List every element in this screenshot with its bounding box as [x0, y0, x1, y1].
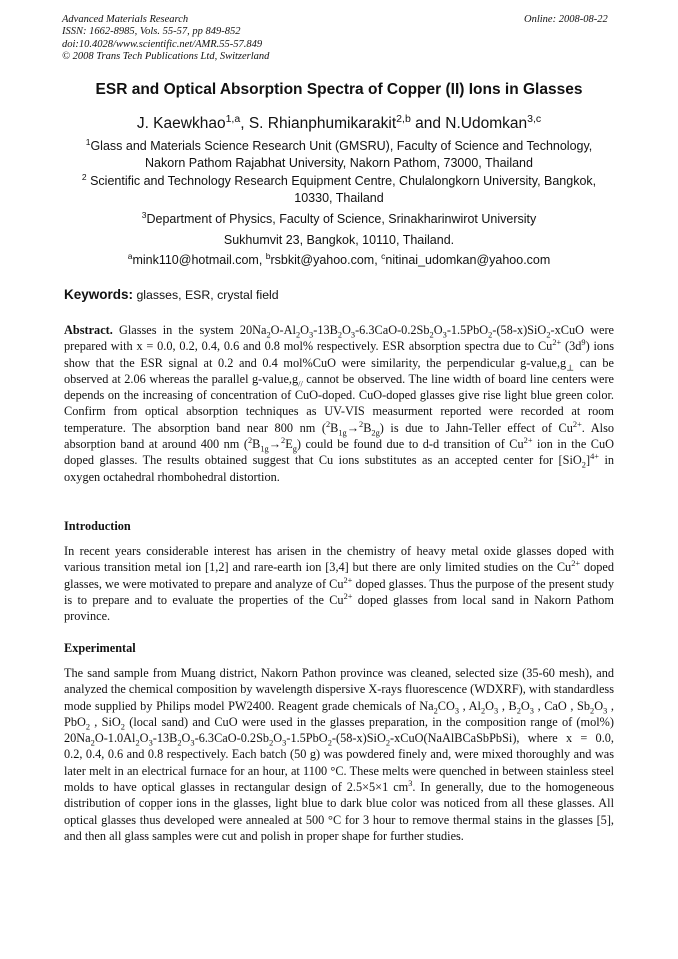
author-list: J. Kaewkhao$^{1,a}$, S. Rhianphumikarakit$^{2,b}$ and N.Udomkan$^{3,c}$	[136, 112, 542, 132]
text-run: O	[300, 323, 310, 337]
text-run: 4+	[590, 452, 599, 462]
text-run: 1g	[338, 428, 347, 438]
affiliation-1-line-1: Glass and Materials Science Research Unit (GMSRU), Faculty of Science and Technology,	[90, 139, 593, 153]
text-run: ) ions show that the ESR signal at 0.2 and 0.4 mol%CuO were similarity, the perpendicular g-value,g	[64, 339, 614, 370]
text-run: -1.5PbO	[446, 323, 489, 337]
text-run: B	[363, 420, 372, 435]
text-run: 3	[494, 706, 499, 716]
text-run: B	[252, 437, 261, 452]
email-a: mink110@hotmail.com,	[132, 253, 266, 267]
text-run: 2	[546, 330, 551, 340]
text-run: 2	[247, 435, 253, 445]
text-run: ) is due to Jahn-Teller effect of Cu	[379, 420, 573, 435]
text-run: B	[330, 420, 339, 435]
text-run: 2+	[572, 419, 582, 429]
experimental-paragraph	[64, 665, 614, 844]
email-b: rsbkit@yahoo.com,	[270, 253, 382, 267]
text-run: 2+	[571, 559, 581, 569]
text-run: 2	[327, 738, 332, 748]
text-run: 3	[408, 778, 413, 788]
text-run: 3	[282, 738, 287, 748]
text-run: //	[298, 379, 303, 389]
text-run: ⊥	[566, 363, 575, 373]
text-run: 2	[177, 738, 182, 748]
text-run: , Al	[459, 698, 481, 713]
text-run: 3	[148, 738, 153, 748]
issn-line: ISSN: 1662-8985, Vols. 55-57, pp 849-852	[62, 26, 241, 38]
online-date: Online: 2008-08-22	[524, 14, 608, 25]
text-run: (3d	[561, 339, 582, 354]
text-run: 2	[385, 738, 391, 748]
text-run: a	[127, 250, 133, 261]
text-run: O	[139, 731, 149, 746]
text-run: c	[381, 250, 386, 261]
text-run: 2	[135, 738, 140, 748]
text-run: →	[268, 437, 281, 452]
text-run: 3	[190, 738, 195, 748]
text-run: 2	[295, 330, 301, 340]
text-run: 3	[454, 706, 460, 716]
text-run: 2	[590, 706, 595, 716]
text-run: 2	[488, 330, 493, 340]
journal-name: Advanced Materials Research	[62, 14, 189, 25]
text-run: 2	[429, 330, 434, 340]
text-run: 9	[581, 338, 586, 348]
text-run: , CaO , Sb	[533, 698, 591, 713]
email-c: nitinai_udomkan@yahoo.com	[385, 253, 551, 267]
author-conjunction: and	[410, 115, 446, 132]
keywords	[64, 287, 279, 302]
affiliation-3-line-1: Department of Physics, Faculty of Science, Srinakharinwirot University	[146, 212, 537, 226]
author-3-mark: 3,c	[527, 112, 542, 125]
text-run: ) could be found due to d-d transition of Cu	[296, 437, 524, 452]
text-run: O	[273, 731, 283, 746]
text-run: can be observed at 2.06 whereas the parallel g-value,g	[64, 355, 614, 386]
text-run: -(58-x)SiO	[492, 323, 547, 337]
experimental-heading: Experimental	[64, 641, 136, 655]
author-1-mark: 1,a	[225, 112, 241, 125]
text-run: O-Al	[270, 323, 296, 337]
text-run: . Also absorption band at around 400 nm (	[64, 420, 614, 452]
text-run: 2+	[343, 575, 353, 585]
text-run: E	[285, 437, 293, 452]
text-run: -6.3CaO-0.2Sb	[194, 731, 270, 746]
text-run: 2	[480, 706, 486, 716]
text-run: →	[346, 420, 359, 435]
text-run: 2	[90, 738, 95, 748]
text-run: , B	[498, 698, 517, 713]
affiliation-3	[40, 209, 638, 251]
text-run: doped glasses. Thus the purpose of the present study is to prepare and to evaluate the properties of the Cu	[64, 576, 614, 607]
author-2: S. Rhianphumikarakit	[248, 115, 397, 132]
affiliation-2-mark: 2	[81, 171, 87, 182]
text-run: doped glasses from local sand in Nakorn Pathom province.	[64, 592, 614, 624]
text-run: O	[520, 698, 530, 713]
text-run: 2+	[552, 338, 562, 348]
text-run: 3	[603, 706, 608, 716]
text-run: 2+	[343, 591, 353, 601]
keywords-label: Keywords:	[64, 287, 134, 302]
text-run: -13B	[313, 323, 338, 337]
text-run: 2+	[523, 435, 533, 445]
text-run: . In generally, due to the homogeneous distribution of copper ions in the glasses, light blue to dark blue color was noticed from all these glasses. All optical glasses thus developed were annealed at 500 °C for 3 hour to remove thermal stains in the glasses [5], and then all glass samples were cut and polish in proper shape for further studies.	[64, 780, 614, 843]
text-run: 2	[433, 706, 438, 716]
author-2-mark: 2,b	[396, 112, 411, 125]
affiliation-3-mark: 3	[141, 209, 147, 220]
abstract-paragraph	[64, 322, 614, 485]
text-run: 3	[350, 330, 356, 340]
text-run: 2	[581, 460, 586, 470]
text-run: in oxygen octahedral rhombohedral distortion.	[64, 453, 615, 484]
affiliation-2-line-2: 10330, Thailand	[294, 190, 384, 205]
text-run: doped glasses, we were motivated to prepare and analyze of Cu	[64, 560, 614, 591]
affiliation-3-line-2: Sukhumvit 23, Bangkok, 10110, Thailand.	[223, 233, 455, 247]
text-run: -1.5PbO	[286, 731, 328, 746]
text-run: 2	[337, 330, 342, 340]
text-run: 3	[442, 330, 447, 340]
text-run: ion in the CuO doped glasses. The results obtained suggest that Cu ions substitutes as an accepted center for [SiO	[64, 437, 614, 468]
text-run: In recent years considerable interest has arisen in the chemistry of heavy metal oxide glasses doped with various transition metal ion [1,2] and rare-earth ion [3,4] but there are only limited studies on the Cu	[64, 544, 614, 575]
introduction-paragraph	[64, 543, 614, 624]
text-run: 2g	[371, 428, 380, 438]
text-run: 2	[266, 330, 271, 340]
text-run: 2	[120, 722, 125, 732]
author-1: J. Kaewkhao	[136, 115, 226, 132]
text-run: -xCuO were prepared with x = 0.0, 0.2, 0.4, 0.6 and 0.8 mol% respectively. ESR absorption spectra due to Cu	[64, 323, 614, 354]
text-run: 2	[325, 419, 331, 429]
text-run: -(58-x)SiO	[331, 731, 386, 746]
affiliation-2	[40, 173, 638, 206]
text-run: O	[433, 323, 443, 337]
text-run: CO	[437, 698, 455, 713]
text-run: b	[265, 250, 271, 261]
affiliation-2-line-1: Scientific and Technology Research Equipment Centre, Chulalongkorn University, Bangkok,	[90, 174, 597, 188]
journal-header	[62, 14, 269, 63]
affiliation-1-mark: 1	[85, 136, 91, 147]
introduction-heading: Introduction	[64, 519, 131, 533]
paper-title: ESR and Optical Absorption Spectra of Copper (II) Ions in Glasses	[95, 81, 583, 98]
text-run: The sand sample from Muang district, Nakorn Pathon province was cleaned, selected size (35-60 mesh), and analyzed the chemical composition by wavelength dispersive X-rays fluorescence (WDXRF), with standardless mode supplied by Philips model PW2400. Reagent grade chemicals of Na	[64, 666, 614, 713]
text-run: Glasses in the system 20Na	[118, 323, 267, 337]
keywords-text: glasses, ESR, crystal field	[136, 288, 279, 302]
text-run: O-1.0Al	[94, 731, 136, 746]
text-run: 2	[281, 435, 286, 445]
text-run: 3	[529, 706, 534, 716]
text-run: 2	[516, 706, 521, 716]
text-run: -xCuO(NaAlBCaSbPbSi), where x = 0.0, 0.2, 0.4, 0.6 and 0.8 respectively. Each batch (50 g) was powdered finely and, were mixed thoroughly and was later melt in an electrical furnace for an hour, at 1100 °C. These melts were quenched in between stainless steel molds to have optical glasses in rectangular design of 2.5×5×1 cm	[64, 731, 614, 795]
abstract-label: Abstract.	[64, 323, 113, 337]
text-run: , PbO	[64, 698, 614, 729]
text-run: (local sand) and CuO were used in the glasses preparation, in the composition range of (mol%) 20Na	[64, 714, 614, 746]
text-run: -13B	[152, 731, 178, 746]
text-run: 1g	[260, 444, 269, 454]
copyright-line: © 2008 Trans Tech Publications Ltd, Switzerland	[62, 50, 270, 62]
text-run: g	[292, 444, 297, 454]
email-line	[40, 252, 638, 269]
text-run: 3	[309, 330, 314, 340]
doi-line: doi:10.4028/www.scientific.net/AMR.55-57.849	[62, 38, 263, 50]
text-run: O	[485, 698, 495, 713]
text-run: O	[594, 698, 604, 713]
text-run: 2	[269, 738, 274, 748]
text-run: O	[342, 323, 351, 337]
text-run: 2	[85, 722, 91, 732]
affiliation-1	[40, 138, 638, 171]
text-run: cannot be observed. The line width of board line centers were depends on the increasing of concentration of CuO-doped. CuO-doped glasses give rise light blue green color. Confirm from optical absorption techniques as UV-VIS measurment reported were recorded at room temperature. The absorption band near 800 nm (	[64, 371, 614, 435]
text-run: , SiO	[90, 714, 121, 729]
affiliation-1-line-2: Nakorn Pathom Rajabhat University, Nakorn Pathom, 73000, Thailand	[145, 155, 533, 170]
text-run: 2	[359, 419, 364, 429]
text-run: -6.3CaO-0.2Sb	[355, 323, 430, 337]
text-run: ]	[585, 453, 591, 468]
author-3: N.Udomkan	[445, 115, 528, 132]
text-run: O	[181, 731, 191, 746]
